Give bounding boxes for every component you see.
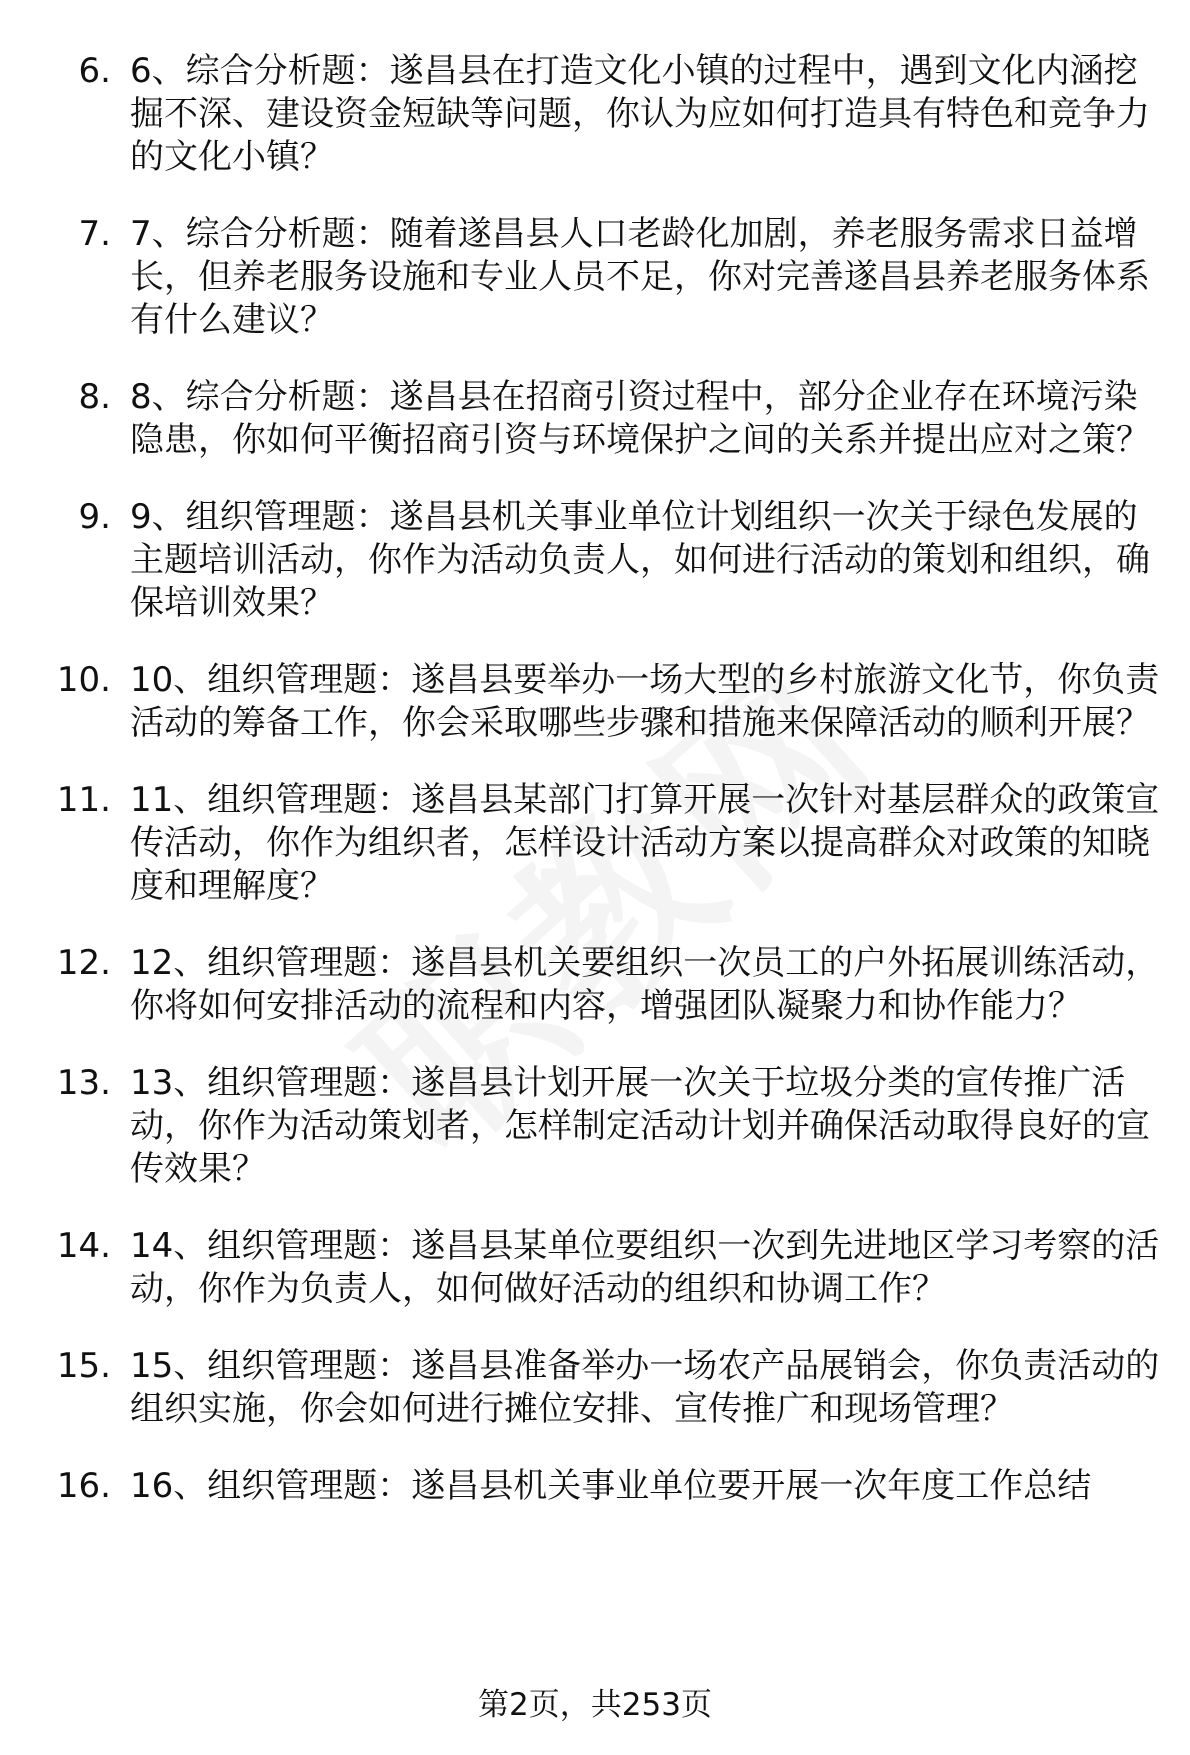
question-number: 12. <box>56 943 111 983</box>
question-text: 9、组织管理题：遂昌县机关事业单位计划组织一次关于绿色发展的主题培训活动，你作为活动负责人，如何进行活动的策划和组织，确保培训效果？ <box>130 497 1150 623</box>
question-text: 15、组织管理题：遂昌县准备举办一场农产品展销会，你负责活动的组织实施，你会如何进行摊位安排、宣传推广和现场管理？ <box>130 1346 1160 1429</box>
question-item <box>0 942 1190 1028</box>
question-item <box>0 1465 1190 1508</box>
question-text: 10、组织管理题：遂昌县要举办一场大型的乡村旅游文化节，你负责活动的筹备工作，你会采取哪些步骤和措施来保障活动的顺利开展？ <box>130 660 1160 743</box>
question-number: 9. <box>78 497 111 537</box>
page-footer: 第2页，共253页 <box>478 1687 712 1723</box>
question-number: 10. <box>56 660 111 700</box>
question-item <box>0 496 1190 625</box>
question-number: 14. <box>56 1226 111 1266</box>
question-item <box>0 1345 1190 1431</box>
question-text: 14、组织管理题：遂昌县某单位要组织一次到先进地区学习考察的活动，你作为负责人，如何做好活动的组织和协调工作？ <box>130 1226 1160 1309</box>
question-item <box>0 1225 1190 1311</box>
question-list <box>0 50 1190 1542</box>
question-number: 8. <box>78 377 111 417</box>
question-number: 11. <box>56 780 111 820</box>
question-number: 6. <box>78 51 111 91</box>
question-text: 11、组织管理题：遂昌县某部门打算开展一次针对基层群众的政策宣传活动，你作为组织者，怎样设计活动方案以提高群众对政策的知晓度和理解度？ <box>130 780 1160 906</box>
question-text: 8、综合分析题：遂昌县在招商引资过程中，部分企业存在环境污染隐患，你如何平衡招商引资与环境保护之间的关系并提出应对之策？ <box>130 377 1150 460</box>
question-text: 13、组织管理题：遂昌县计划开展一次关于垃圾分类的宣传推广活动，你作为活动策划者，怎样制定活动计划并确保活动取得良好的宣传效果？ <box>130 1063 1150 1189</box>
question-text: 16、组织管理题：遂昌县机关事业单位要开展一次年度工作总结 <box>130 1466 1092 1506</box>
question-number: 15. <box>56 1346 111 1386</box>
question-item <box>0 50 1190 179</box>
question-item <box>0 659 1190 745</box>
question-item <box>0 1062 1190 1191</box>
question-number: 13. <box>56 1063 111 1103</box>
question-item <box>0 213 1190 342</box>
question-number: 16. <box>56 1466 111 1506</box>
question-item <box>0 779 1190 908</box>
question-text: 6、综合分析题：遂昌县在打造文化小镇的过程中，遇到文化内涵挖掘不深、建设资金短缺等问题，你认为应如何打造具有特色和竞争力的文化小镇？ <box>130 51 1150 177</box>
question-text: 7、综合分析题：随着遂昌县人口老龄化加剧，养老服务需求日益增长，但养老服务设施和专业人员不足，你对完善遂昌县养老服务体系有什么建议？ <box>130 214 1150 340</box>
question-number: 7. <box>78 214 111 254</box>
question-text: 12、组织管理题：遂昌县机关要组织一次员工的户外拓展训练活动，你将如何安排活动的流程和内容，增强团队凝聚力和协作能力？ <box>130 943 1160 1026</box>
question-item <box>0 376 1190 462</box>
